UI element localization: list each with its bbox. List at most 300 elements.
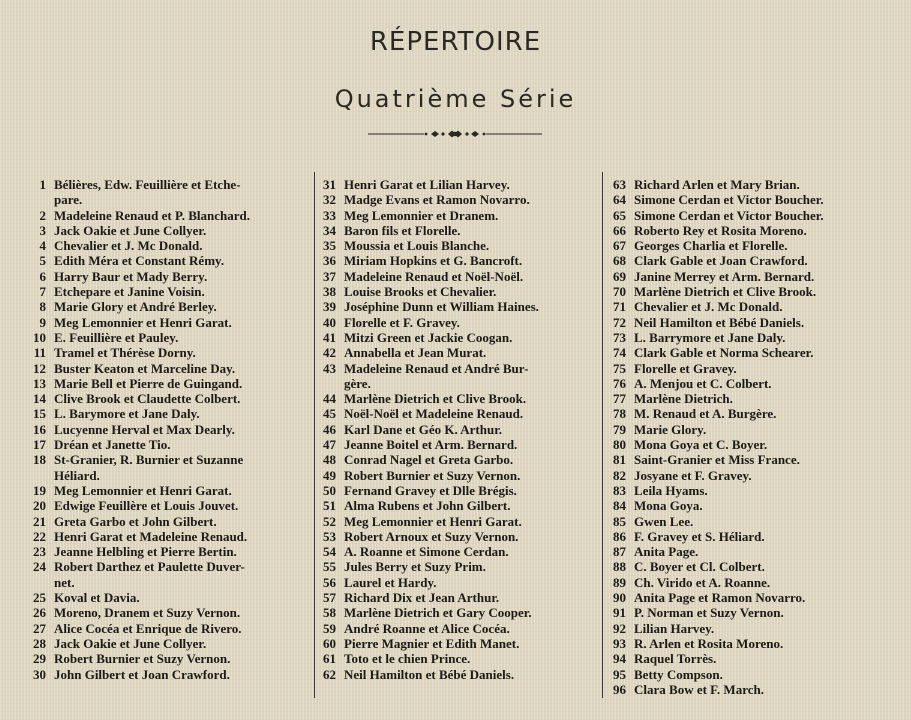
entry-text-block xyxy=(54,345,313,360)
entry-number: 93 xyxy=(613,635,626,651)
entry-text: Greta Garbo et John Gilbert. xyxy=(54,513,217,529)
entry-text: Georges Charlia et Florelle. xyxy=(634,238,788,254)
entry-text-block xyxy=(54,636,313,651)
entry-number: 32 xyxy=(323,192,336,208)
entry-text: Chevalier et J. Mc Donald. xyxy=(634,299,783,315)
entry-text-block xyxy=(634,299,907,314)
page-title: RÉPERTOIRE xyxy=(369,27,542,57)
entry-number: 82 xyxy=(613,467,626,483)
entry-text-block xyxy=(634,391,907,406)
entry-text: Gwen Lee. xyxy=(634,513,694,529)
list-item xyxy=(28,621,313,636)
entry-number: 26 xyxy=(33,605,46,621)
entry-number: 75 xyxy=(613,360,626,376)
list-item xyxy=(320,223,598,238)
list-item xyxy=(611,269,907,284)
entry-text-block xyxy=(344,621,598,636)
entry-text-block xyxy=(634,361,907,376)
entry-text: Marie Glory et André Berley. xyxy=(54,299,217,315)
entry-text: Conrad Nagel et Greta Garbo. xyxy=(344,452,514,468)
entry-text-block xyxy=(344,575,598,590)
entry-text-block xyxy=(54,544,313,559)
entry-text: Richard Arlen et Mary Brian. xyxy=(634,177,800,192)
entry-number: 18 xyxy=(33,452,46,468)
entry-text: Joséphine Dunn et William Haines. xyxy=(344,299,539,315)
entry-number: 70 xyxy=(613,284,626,300)
entry-text-block xyxy=(54,315,313,330)
list-item xyxy=(320,544,598,559)
entry-number: 9 xyxy=(39,314,46,330)
list-item xyxy=(611,253,907,268)
entry-text-block xyxy=(54,514,313,529)
list-item xyxy=(320,208,598,223)
entry-text-block xyxy=(54,223,313,238)
entry-number: 63 xyxy=(613,177,626,192)
entry-text-block xyxy=(634,330,907,345)
list-item xyxy=(320,636,598,651)
entry-number: 91 xyxy=(613,605,626,621)
entry-text: Edith Méra et Constant Rémy. xyxy=(54,253,225,269)
entry-text: Laurel et Hardy. xyxy=(344,574,437,590)
entry-text-block xyxy=(54,284,313,299)
entry-text-block xyxy=(54,621,313,636)
entry-number: 11 xyxy=(33,345,46,361)
entry-number: 69 xyxy=(613,268,626,284)
entry-number: 22 xyxy=(33,528,46,544)
entry-number: 10 xyxy=(33,329,46,345)
list-item xyxy=(28,208,313,223)
entry-text-continuation: pare. xyxy=(54,192,83,208)
entry-number: 58 xyxy=(323,605,336,621)
entry-text-block xyxy=(344,253,598,268)
list-item xyxy=(320,422,598,437)
entry-text-block xyxy=(634,422,907,437)
entry-number: 87 xyxy=(613,544,626,560)
list-item xyxy=(28,590,313,605)
entry-text-block xyxy=(54,498,313,513)
entry-text: Janine Merrey et Arm. Bernard. xyxy=(634,268,815,284)
entry-text: F. Gravey et S. Héliard. xyxy=(634,528,765,544)
entry-text-block xyxy=(54,330,313,345)
entry-text-block xyxy=(634,667,907,682)
entry-text-block xyxy=(634,315,907,330)
entry-number: 31 xyxy=(323,177,336,192)
entry-number: 78 xyxy=(613,406,626,422)
entry-text: Toto et le chien Prince. xyxy=(344,651,471,667)
entry-number: 60 xyxy=(323,635,336,651)
list-item xyxy=(28,299,313,314)
entry-number: 46 xyxy=(323,421,336,437)
entry-text-block xyxy=(634,177,907,192)
entry-number: 30 xyxy=(33,666,46,682)
list-item xyxy=(28,406,313,421)
list-item xyxy=(320,361,598,392)
list-item xyxy=(611,391,907,406)
list-item xyxy=(611,651,907,666)
list-item xyxy=(611,177,907,192)
entry-number: 2 xyxy=(39,207,46,223)
entry-text: Simone Cerdan et Victor Boucher. xyxy=(634,207,824,223)
entry-text: Chevalier et J. Mc Donald. xyxy=(54,238,203,254)
entry-text-block xyxy=(344,238,598,253)
entry-text-block xyxy=(344,514,598,529)
list-item xyxy=(611,529,907,544)
entry-text: Ch. Virido et A. Roanne. xyxy=(634,574,771,590)
list-item xyxy=(28,452,313,483)
entry-number: 89 xyxy=(613,574,626,590)
index-column-1 xyxy=(28,177,313,682)
entry-text-block xyxy=(344,498,598,513)
list-item xyxy=(28,376,313,391)
entry-text-block xyxy=(54,361,313,376)
entry-text-block xyxy=(634,192,907,207)
entry-text-block xyxy=(634,621,907,636)
entry-number: 36 xyxy=(323,253,336,269)
ornament-divider xyxy=(368,128,542,140)
entry-text: Baron fils et Florelle. xyxy=(344,222,461,238)
column-divider-1 xyxy=(314,172,315,698)
entry-text: M. Renaud et A. Burgère. xyxy=(634,406,777,422)
entry-number: 59 xyxy=(323,620,336,636)
entry-text-block xyxy=(54,651,313,666)
entry-text-block xyxy=(344,544,598,559)
entry-text-block xyxy=(344,422,598,437)
entry-number: 57 xyxy=(323,590,336,606)
entry-text: Anita Page et Ramon Novarro. xyxy=(634,590,806,606)
list-item xyxy=(320,284,598,299)
list-item xyxy=(611,361,907,376)
entry-number: 64 xyxy=(613,192,626,208)
list-item xyxy=(28,559,313,590)
entry-number: 15 xyxy=(33,406,46,422)
list-item xyxy=(28,269,313,284)
list-item xyxy=(320,238,598,253)
entry-number: 55 xyxy=(323,559,336,575)
entry-number: 80 xyxy=(613,437,626,453)
list-item xyxy=(28,177,313,208)
entry-text-block xyxy=(634,238,907,253)
list-item xyxy=(28,514,313,529)
list-item xyxy=(320,483,598,498)
entry-text: Karl Dane et Géo K. Arthur. xyxy=(344,421,503,437)
list-item xyxy=(28,361,313,376)
list-item xyxy=(320,605,598,620)
list-item xyxy=(611,208,907,223)
entry-text-block xyxy=(54,437,313,452)
entry-text-block xyxy=(54,590,313,605)
list-item xyxy=(28,529,313,544)
entry-text-block xyxy=(634,636,907,651)
entry-text: Meg Lemonnier et Dranem. xyxy=(344,207,499,223)
entry-text: Harry Baur et Mady Berry. xyxy=(54,268,208,284)
entry-number: 77 xyxy=(613,391,626,407)
list-item xyxy=(611,559,907,574)
list-item xyxy=(28,636,313,651)
entry-text: Alice Cocéa et Enrique de Rivero. xyxy=(54,620,242,636)
entry-text: Madge Evans et Ramon Novarro. xyxy=(344,192,530,208)
list-item xyxy=(611,284,907,299)
entry-number: 40 xyxy=(323,314,336,330)
entry-text: P. Norman et Suzy Vernon. xyxy=(634,605,784,621)
entry-number: 5 xyxy=(39,253,46,269)
entry-text-block xyxy=(54,376,313,391)
entry-number: 17 xyxy=(33,437,46,453)
entry-text-block xyxy=(344,529,598,544)
list-item xyxy=(320,253,598,268)
list-item xyxy=(320,590,598,605)
entry-text-block xyxy=(344,361,598,392)
list-item xyxy=(611,422,907,437)
list-item xyxy=(320,452,598,467)
list-item xyxy=(28,498,313,513)
entry-text-block xyxy=(634,468,907,483)
entry-number: 34 xyxy=(323,222,336,238)
entry-text: Anita Page. xyxy=(634,544,699,560)
list-item xyxy=(611,376,907,391)
entry-number: 88 xyxy=(613,559,626,575)
entry-number: 48 xyxy=(323,452,336,468)
entry-text: Edwige Feuillère et Louis Jouvet. xyxy=(54,498,239,514)
list-item xyxy=(611,315,907,330)
entry-number: 33 xyxy=(323,207,336,223)
entry-text-block xyxy=(54,238,313,253)
entry-number: 79 xyxy=(613,421,626,437)
entry-text: Richard Dix et Jean Arthur. xyxy=(344,590,500,606)
entry-text: Annabella et Jean Murat. xyxy=(344,345,487,361)
list-item xyxy=(320,559,598,574)
entry-text-block xyxy=(634,605,907,620)
entry-text: Raquel Torrès. xyxy=(634,651,717,667)
entry-text: St-Granier, R. Burnier et Suzanne xyxy=(54,452,244,468)
entry-text: Miriam Hopkins et G. Bancroft. xyxy=(344,253,523,269)
list-item xyxy=(320,345,598,360)
entry-text-block xyxy=(634,682,907,697)
entry-number: 71 xyxy=(613,299,626,315)
entry-text: Marlène Dietrich et Clive Brook. xyxy=(344,391,527,407)
entry-text: Neil Hamilton et Bébé Daniels. xyxy=(344,666,515,682)
entry-number: 52 xyxy=(323,513,336,529)
list-item xyxy=(320,299,598,314)
index-column-2 xyxy=(320,177,598,682)
entry-text-block xyxy=(634,253,907,268)
entry-text: Henri Garat et Lilian Harvey. xyxy=(344,177,510,192)
entry-text: Lilian Harvey. xyxy=(634,620,715,636)
entry-number: 3 xyxy=(39,222,46,238)
list-item xyxy=(320,391,598,406)
entry-text: Jules Berry et Suzy Prim. xyxy=(344,559,486,575)
entry-text-block xyxy=(634,529,907,544)
entry-text: Robert Burnier et Suzy Vernon. xyxy=(344,467,521,483)
entry-number: 84 xyxy=(613,498,626,514)
entry-text: Meg Lemonnier et Henri Garat. xyxy=(54,314,232,330)
entry-text-block xyxy=(54,529,313,544)
entry-number: 35 xyxy=(323,238,336,254)
list-item xyxy=(320,315,598,330)
entry-text-block xyxy=(634,376,907,391)
entry-number: 13 xyxy=(33,375,46,391)
entry-number: 56 xyxy=(323,574,336,590)
entry-text-block xyxy=(54,391,313,406)
entry-text-block xyxy=(344,223,598,238)
list-item xyxy=(320,437,598,452)
entry-number: 67 xyxy=(613,238,626,254)
entry-text: L. Barrymore et Jane Daly. xyxy=(634,329,786,345)
entry-text-block xyxy=(344,299,598,314)
entry-text-block xyxy=(344,636,598,651)
entry-number: 21 xyxy=(33,513,46,529)
entry-text-block xyxy=(634,544,907,559)
list-item xyxy=(28,483,313,498)
entry-number: 4 xyxy=(39,238,46,254)
entry-number: 24 xyxy=(33,559,46,575)
entry-text: Simone Cerdan et Victor Boucher. xyxy=(634,192,824,208)
entry-text-block xyxy=(344,437,598,452)
entry-number: 85 xyxy=(613,513,626,529)
list-item xyxy=(611,636,907,651)
entry-text-block xyxy=(54,269,313,284)
entry-text: Robert Darthez et Paulette Duver- xyxy=(54,559,245,575)
list-item xyxy=(320,192,598,207)
entry-text-continuation: Héliard. xyxy=(54,467,100,483)
list-item xyxy=(611,590,907,605)
entry-text: Betty Compson. xyxy=(634,666,723,682)
entry-text-block xyxy=(344,651,598,666)
entry-text-block xyxy=(54,299,313,314)
entry-number: 83 xyxy=(613,482,626,498)
entry-text: Leila Hyams. xyxy=(634,482,708,498)
list-item xyxy=(28,391,313,406)
list-item xyxy=(611,437,907,452)
list-item xyxy=(611,498,907,513)
entry-text: C. Boyer et Cl. Colbert. xyxy=(634,559,765,575)
list-item xyxy=(28,284,313,299)
entry-text: Lucyenne Herval et Max Dearly. xyxy=(54,421,235,437)
entry-text-block xyxy=(344,208,598,223)
entry-text-block xyxy=(344,590,598,605)
entry-text: Alma Rubens et John Gilbert. xyxy=(344,498,511,514)
entry-text: Jack Oakie et June Collyer. xyxy=(54,222,207,238)
entry-number: 45 xyxy=(323,406,336,422)
entry-number: 73 xyxy=(613,329,626,345)
list-item xyxy=(320,498,598,513)
list-item xyxy=(28,544,313,559)
entry-number: 43 xyxy=(323,360,336,376)
entry-number: 68 xyxy=(613,253,626,269)
entry-text-continuation: net. xyxy=(54,574,75,590)
entry-text-block xyxy=(344,269,598,284)
list-item xyxy=(28,422,313,437)
entry-number: 51 xyxy=(323,498,336,514)
entry-number: 42 xyxy=(323,345,336,361)
entry-text-block xyxy=(344,667,598,682)
entry-text: Fernand Gravey et Dlle Brégis. xyxy=(344,482,517,498)
entry-text: Clark Gable et Joan Crawford. xyxy=(634,253,808,269)
entry-text-block xyxy=(54,559,313,590)
list-item xyxy=(28,437,313,452)
list-item xyxy=(611,452,907,467)
entry-text: Roberto Rey et Rosita Moreno. xyxy=(634,222,807,238)
entry-number: 92 xyxy=(613,620,626,636)
entry-number: 39 xyxy=(323,299,336,315)
column-divider-2 xyxy=(602,172,603,698)
entry-text: Saint-Granier et Miss France. xyxy=(634,452,800,468)
entry-text-continuation: gère. xyxy=(344,375,371,391)
entry-text: Jeanne Boitel et Arm. Bernard. xyxy=(344,437,518,453)
entry-text: Mitzi Green et Jackie Coogan. xyxy=(344,329,513,345)
entry-text-block xyxy=(634,575,907,590)
entry-text: Moussia et Louis Blanche. xyxy=(344,238,490,254)
entry-text: E. Feuillière et Pauley. xyxy=(54,329,179,345)
entry-text-block xyxy=(344,391,598,406)
entry-text: Mona Goya et C. Boyer. xyxy=(634,437,768,453)
list-item xyxy=(611,514,907,529)
entry-text: Louise Brooks et Chevalier. xyxy=(344,284,497,300)
entry-text: Koval et Davia. xyxy=(54,590,140,606)
entry-text-block xyxy=(344,452,598,467)
entry-number: 28 xyxy=(33,635,46,651)
list-item xyxy=(320,575,598,590)
entry-text-block xyxy=(54,483,313,498)
entry-number: 49 xyxy=(323,467,336,483)
entry-text: Marlène Dietrich et Clive Brook. xyxy=(634,284,817,300)
entry-text-block xyxy=(344,483,598,498)
entry-text: André Roanne et Alice Cocéa. xyxy=(344,620,510,636)
entry-text: Mona Goya. xyxy=(634,498,703,514)
list-item xyxy=(320,406,598,421)
entry-text: Tramel et Thérèse Dorny. xyxy=(54,345,196,361)
entry-text-block xyxy=(344,345,598,360)
list-item xyxy=(611,299,907,314)
entry-number: 94 xyxy=(613,651,626,667)
entry-text: Clara Bow et F. March. xyxy=(634,681,764,697)
list-item xyxy=(611,223,907,238)
entry-text: Pierre Magnier et Edith Manet. xyxy=(344,635,520,651)
entry-number: 29 xyxy=(33,651,46,667)
entry-number: 27 xyxy=(33,620,46,636)
entry-text: A. Menjou et C. Colbert. xyxy=(634,375,772,391)
entry-text: Jeanne Helbling et Pierre Bertin. xyxy=(54,544,237,560)
list-item xyxy=(611,575,907,590)
entry-number: 50 xyxy=(323,482,336,498)
entry-text: John Gilbert et Joan Crawford. xyxy=(54,666,230,682)
entry-number: 47 xyxy=(323,437,336,453)
entry-number: 1 xyxy=(39,177,46,192)
entry-text-block xyxy=(634,284,907,299)
entry-number: 54 xyxy=(323,544,336,560)
entry-text-block xyxy=(54,208,313,223)
entry-text: Robert Burnier et Suzy Vernon. xyxy=(54,651,231,667)
list-item xyxy=(611,682,907,697)
entry-text-block xyxy=(634,483,907,498)
entry-text: Dréan et Janette Tio. xyxy=(54,437,171,453)
list-item xyxy=(320,651,598,666)
entry-text: R. Arlen et Rosita Moreno. xyxy=(634,635,784,651)
entry-text-block xyxy=(344,177,598,192)
entry-number: 38 xyxy=(323,284,336,300)
entry-text-block xyxy=(344,406,598,421)
entry-text: Clive Brook et Claudette Colbert. xyxy=(54,391,241,407)
list-item xyxy=(611,468,907,483)
entry-text-block xyxy=(634,406,907,421)
entry-number: 95 xyxy=(613,666,626,682)
entry-text: Marie Glory. xyxy=(634,421,707,437)
entry-text-block xyxy=(54,452,313,483)
list-item xyxy=(611,621,907,636)
entry-number: 14 xyxy=(33,391,46,407)
list-item xyxy=(611,406,907,421)
entry-text: Moreno, Dranem et Suzy Vernon. xyxy=(54,605,241,621)
entry-text-block xyxy=(344,330,598,345)
